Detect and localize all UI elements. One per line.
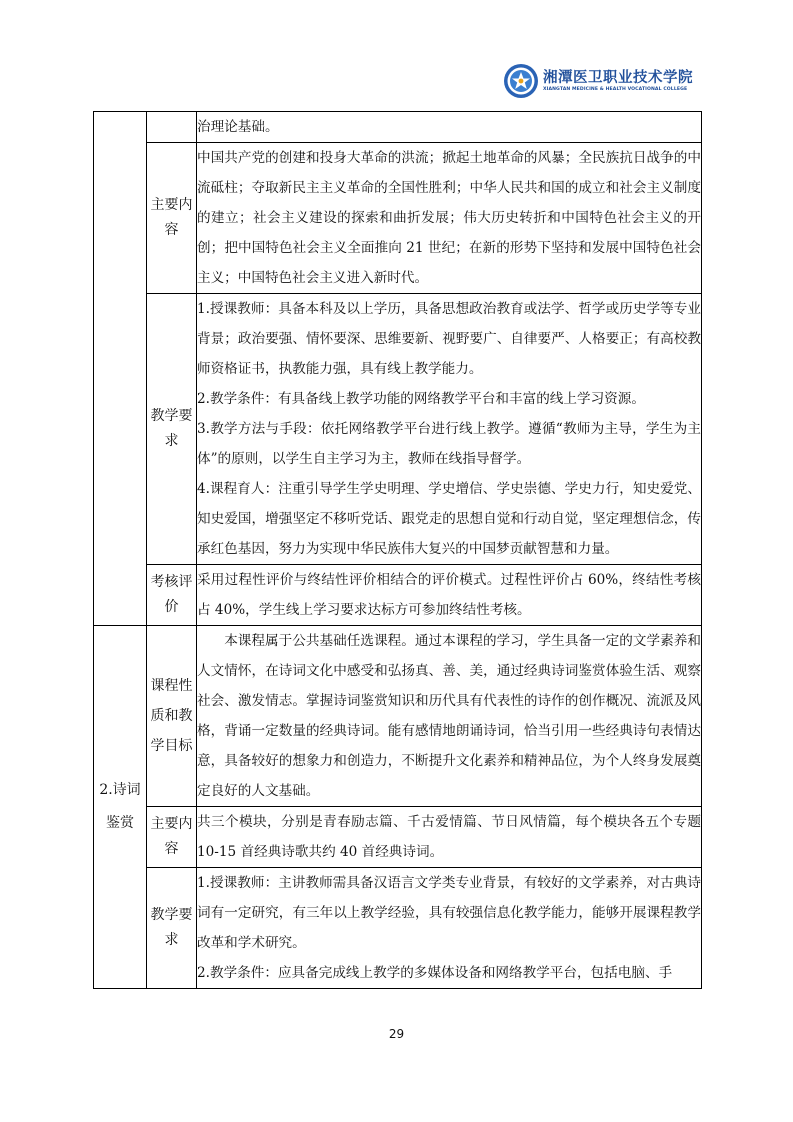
college-emblem-icon [503,63,539,99]
teaching-label: 教学要求 [147,294,197,565]
assessment-text: 采用过程性评价与终结性评价相结合的评价模式。过程性评价占 60%，终结性考核占 40%，学生线上学习要求达标方可参加终结性考核。 [197,572,701,618]
assessment-label: 考核评价 [147,565,197,626]
continuation-text: 治理论基础。 [197,119,279,135]
content-text: 中国共产党的创建和投身大革命的洪流；掀起土地革命的风暴；全民族抗日战争的中流砥柱；夺取新民主主义革命的全国性胜利；中华人民共和国的成立和社会主义制度的建立；社会主义建设的探索和曲折发展；伟大历史转折和中国特色社会主义的开创；把中国特色社会主义全面推向 21 世纪；在新的形势下坚持和发展中国特色社会主义；中国特色社会主义进入新时代。 [197,150,701,286]
teaching-item: 3.教学方法与手段：依托网络教学平台进行线上教学。遵循“教师为主导，学生为主体”的原则，以学生自主学习为主，教师在线指导督学。 [197,421,701,467]
course-name: 2.诗词鉴赏 [94,626,147,989]
nature-text-cell [197,626,702,807]
table-row [94,112,702,143]
teaching-label: 教学要求 [147,868,197,989]
teaching-requirements-cell [197,294,702,565]
teaching-item: 2.教学条件：有具备线上教学功能的网络教学平台和丰富的线上学习资源。 [197,391,645,407]
teaching-item: 1.授课教师：具备本科及以上学历，具备思想政治教育或法学、哲学或历史学等专业背景；政治要强、情怀要深、思维要新、视野要广、自律要严、人格要正；有高校教师资格证书，执教能力强，具有线上教学能力。 [197,301,701,377]
content-label: 主要内容 [147,143,197,294]
label-cell-empty [147,112,197,143]
assessment-text-cell [197,565,702,626]
teaching-item: 1.授课教师：主讲教师需具备汉语言文学类专业背景，有较好的文学素养，对古典诗词有一定研究，有三年以上教学经验，具有较强信息化教学能力，能够开展课程教学改革和学术研究。 [197,875,701,951]
teaching-requirements-cell [197,868,702,989]
school-name-cn: 湘潭医卫职业技术学院 [543,69,693,86]
teaching-item: 2.教学条件：应具备完成线上教学的多媒体设备和网络教学平台，包括电脑、手 [197,965,673,981]
table-row [94,868,702,989]
table-row [94,807,702,868]
table-row [94,626,702,807]
college-logo [503,63,693,103]
course-name-cell-empty [94,112,147,626]
content-text-cell [197,143,702,294]
continuation-cell [197,112,702,143]
content-text: 共三个模块，分别是青春励志篇、千古爱情篇、节日风情篇，每个模块各五个专题 10-15 首经典诗歌共约 40 首经典诗词。 [197,814,701,860]
teaching-item: 4.课程育人：注重引导学生学史明理、学史增信、学史崇德、学史力行，知史爱党、知史爱国，增强坚定不移听党话、跟党走的思想自觉和行动自觉，坚定理想信念，传承红色基因，努力为实现中华民族伟大复兴的中国梦贡献智慧和力量。 [197,481,701,557]
nature-label: 课程性质和教学目标 [147,626,197,807]
table-row [94,565,702,626]
content-label: 主要内容 [147,807,197,868]
course-table [93,111,702,989]
table-row [94,143,702,294]
content-text-cell [197,807,702,868]
page-number: 29 [388,1027,405,1041]
table-row [94,294,702,565]
nature-text: 本课程属于公共基础任选课程。通过本课程的学习，学生具备一定的文学素养和人文情怀，在诗词文化中感受和弘扬真、善、美，通过经典诗词鉴赏体验生活、观察社会、激发情志。掌握诗词鉴赏知识和历代具有代表性的诗作的创作概况、流派及风格，背诵一定数量的经典诗词。能有感情地朗诵诗词，恰当引用一些经典诗句表情达意，具备较好的想象力和创造力，不断提升文化素养和精神品位，为个人终身发展奠定良好的人文基础。 [197,633,701,799]
school-name-en: XIANGTAN MEDICINE & HEALTH VOCATIONAL COLLEGE [543,87,688,92]
